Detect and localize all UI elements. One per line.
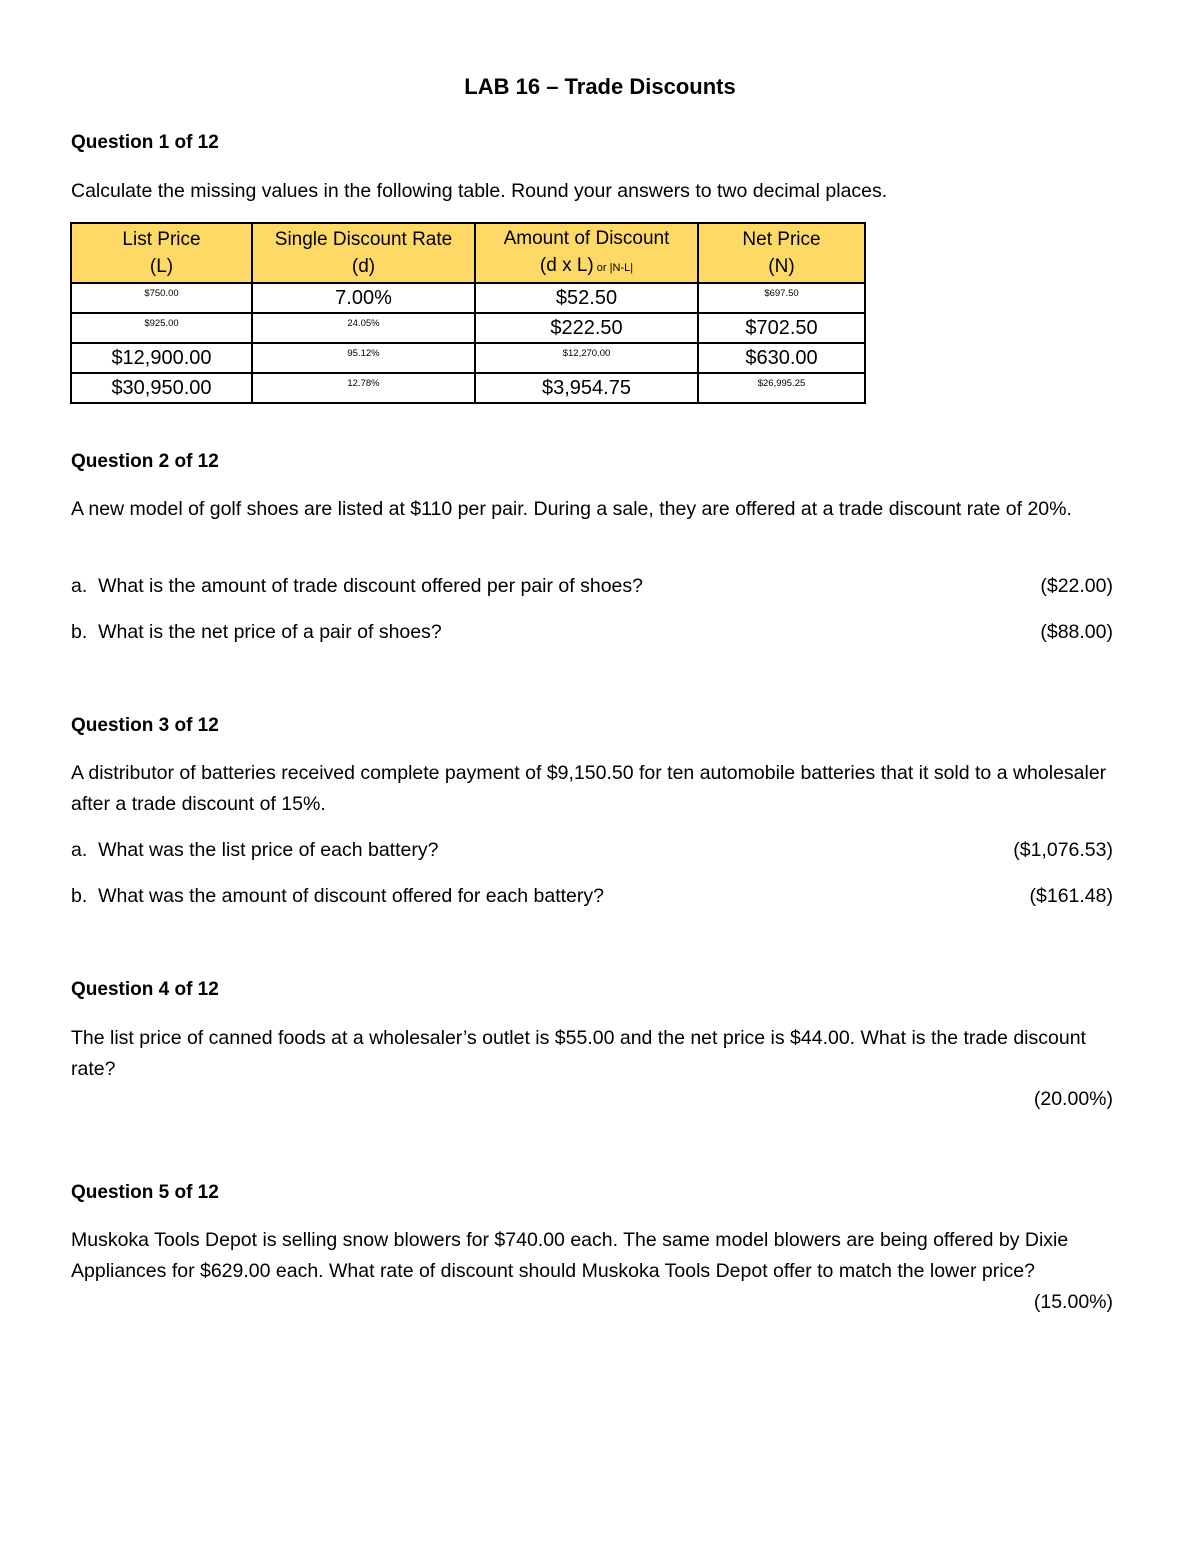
question-3b: b. What was the amount of discount offered for each battery? ($161.48)	[71, 885, 1113, 907]
page-title: LAB 16 – Trade Discounts	[464, 74, 736, 99]
answer: ($1,076.53)	[1013, 839, 1113, 861]
question-1-text: Calculate the missing values in the following table. Round your answers to two decimal places.	[71, 180, 888, 202]
header-discount-rate: Single Discount Rate (d)	[252, 223, 475, 283]
question-4-answer: (20.00%)	[1033, 1088, 1113, 1110]
table-cell: $12,270.00	[562, 348, 611, 359]
header-net-price: Net Price (N)	[698, 223, 865, 283]
question-2-heading: Question 2 of 12	[71, 451, 219, 472]
question-3-text: A distributor of batteries received complete payment of $9,150.50 for ten automobile batteries that it sold to a wholesaler after a trade discount of 15%.	[71, 762, 1107, 815]
question-4-text: The list price of canned foods at a wholesaler’s outlet is $55.00 and the net price is $44.00. What is the trade discount rate?	[71, 1027, 1086, 1080]
table-cell: $630.00	[745, 346, 818, 369]
table-row	[71, 373, 865, 403]
question-2b: b. What is the net price of a pair of shoes? ($88.00)	[71, 621, 1113, 643]
table-row	[71, 313, 865, 343]
question-5-answer: (15.00%)	[1033, 1291, 1113, 1313]
table-row	[71, 343, 865, 373]
answer: ($161.48)	[1029, 885, 1113, 907]
table-cell: $702.50	[745, 316, 818, 339]
question-2-text: A new model of golf shoes are listed at $110 per pair. During a sale, they are offered at a trade discount rate of 20%.	[71, 498, 1072, 520]
question-1-heading: Question 1 of 12	[71, 132, 219, 153]
table-cell: $697.50	[764, 288, 799, 299]
table-cell: 7.00%	[335, 286, 392, 309]
discount-table	[70, 222, 866, 404]
table-cell: $3,954.75	[542, 376, 631, 399]
question-2a: a. What is the amount of trade discount offered per pair of shoes? ($22.00)	[71, 575, 1113, 597]
header-list-price: List Price (L)	[71, 223, 252, 283]
question-5-text: Muskoka Tools Depot is selling snow blowers for $740.00 each. The same model blowers are being offered by Dixie Appliances for $629.00 each. What rate of discount should Muskoka Tools Depot offer to match the lower price?	[71, 1229, 1069, 1282]
table-cell: 12.78%	[347, 378, 380, 389]
table-cell: 95.12%	[347, 348, 380, 359]
question-3-heading: Question 3 of 12	[71, 715, 219, 736]
table-cell: $30,950.00	[111, 376, 212, 399]
question-5-heading: Question 5 of 12	[71, 1182, 219, 1203]
table-cell: $52.50	[555, 286, 618, 309]
table-cell: $925.00	[144, 318, 179, 329]
table-cell: $750.00	[144, 288, 179, 299]
answer: ($22.00)	[1040, 575, 1113, 597]
table-cell: 24.05%	[347, 318, 380, 329]
question-4-heading: Question 4 of 12	[71, 979, 219, 1000]
table-cell: $12,900.00	[111, 346, 212, 369]
table-header-row	[71, 223, 865, 283]
header-amount-of-discount: Amount of Discount (d x L) or |N-L|	[475, 223, 698, 283]
table-cell: $26,995.25	[757, 378, 806, 389]
answer: ($88.00)	[1040, 621, 1113, 643]
question-3a: a. What was the list price of each battery? ($1,076.53)	[71, 839, 1113, 861]
table-row	[71, 283, 865, 313]
table-cell: $222.50	[550, 316, 623, 339]
